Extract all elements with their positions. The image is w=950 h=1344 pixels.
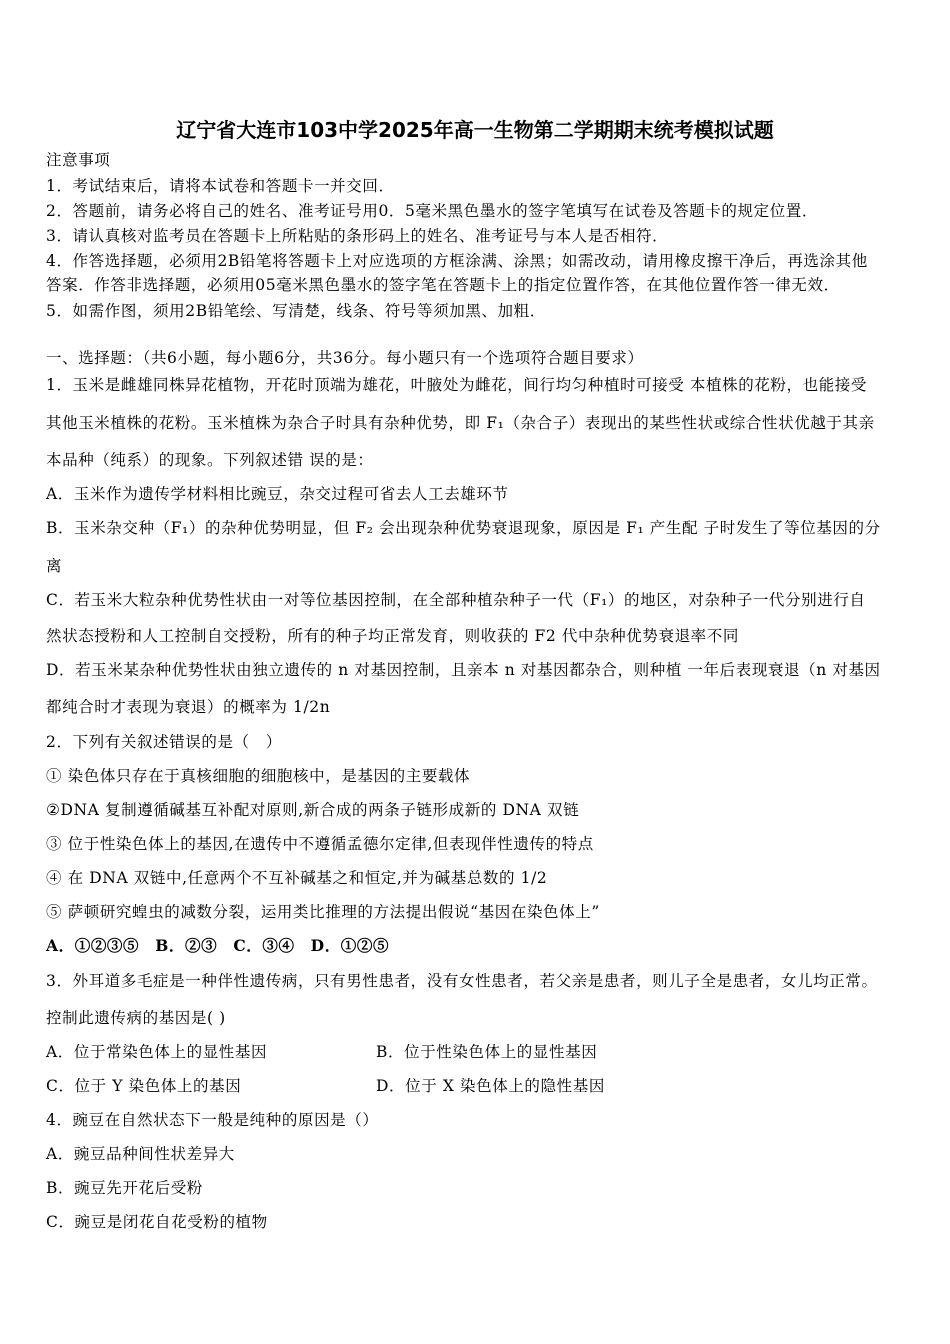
q2-item: ③ 位于性染色体上的基因,在遗传中不遵循孟德尔定律,但表现伴性遗传的特点 — [46, 835, 594, 853]
q2-item: ②DNA 复制遵循碱基互补配对原则,新合成的两条子链形成新的 DNA 双链 — [46, 801, 580, 819]
notice-item: 5．如需作图，须用2B铅笔绘、写清楚，线条、符号等须加黑、加粗． — [46, 302, 546, 320]
q4-option-b: B．豌豆先开花后受粉 — [46, 1179, 203, 1197]
q3-option-c: C．位于 Y 染色体上的基因 — [46, 1077, 242, 1095]
q1-stem: 其他玉米植株的花粉。玉米植株为杂合子时具有杂种优势，即 F₁（杂合子）表现出的某些性状或综合性状优越于其亲 — [46, 414, 875, 432]
q1-stem: 本品种（纯系）的现象。下列叙述错 误的是： — [46, 451, 374, 469]
section-heading: 一、选择题：（共6小题，每小题6分，共36分。每小题只有一个选项符合题目要求） — [46, 349, 644, 367]
q1-stem: 1．玉米是雌雄同株异花植物，开花时顶端为雄花，叶腋处为雌花，间行均匀种植时可接受 本植株的花粉，也能接受 — [46, 376, 867, 394]
q4-option-a: A．豌豆品种间性状差异大 — [46, 1145, 235, 1163]
q1-option-a: A．玉米作为遗传学材料相比豌豆，杂交过程可省去人工去雄环节 — [46, 485, 509, 503]
q2-item: ① 染色体只存在于真核细胞的细胞核中，是基因的主要载体 — [46, 767, 471, 785]
q1-option-b: B．玉米杂交种（F₁）的杂种优势明显，但 F₂ 会出现杂种优势衰退现象，原因是 F₁ 产生配 子时发生了等位基因的分 — [46, 519, 881, 537]
q3-option-d: D．位于 X 染色体上的隐性基因 — [376, 1077, 605, 1095]
q1-option-b: 离 — [46, 557, 63, 575]
q2-stem: 2．下列有关叙述错误的是（ ） — [46, 733, 282, 751]
q3-stem: 控制此遗传病的基因是( ) — [46, 1009, 226, 1027]
q1-option-d: 都纯合时才表现为衰退）的概率为 1/2n — [46, 698, 331, 716]
q4-option-c: C．豌豆是闭花自花受粉的植物 — [46, 1213, 268, 1231]
q3-stem: 3．外耳道多毛症是一种伴性遗传病，只有男性患者，没有女性患者，若父亲是患者，则儿子全是患者，女儿均正常。 — [46, 972, 878, 990]
notice-item: 3．请认真核对监考员在答题卡上所粘贴的条形码上的姓名、准考证号与本人是否相符． — [46, 227, 669, 245]
q2-item: ④ 在 DNA 双链中,任意两个不互补碱基之和恒定,并为碱基总数的 1/2 — [46, 869, 548, 887]
notice-item: 答案．作答非选择题，必须用05毫米黑色墨水的签字笔在答题卡上的指定位置作答，在其他位置作答一律无效． — [46, 276, 840, 294]
notice-heading: 注意事项 — [46, 151, 111, 169]
q3-option-a: A．位于常染色体上的显性基因 — [46, 1043, 268, 1061]
q2-options: A．①②③⑤ B．②③ C．③④ D．①②⑤ — [46, 936, 390, 955]
page-title: 辽宁省大连市103中学2025年高一生物第二学期期末统考模拟试题 — [176, 118, 774, 142]
notice-item: 1．考试结束后，请将本试卷和答题卡一并交回． — [46, 177, 395, 195]
q1-option-c: C．若玉米大粒杂种优势性状由一对等位基因控制，在全部种植杂种子一代（F₁）的地区，对杂种子一代分别进行自 — [46, 591, 866, 609]
notice-item: 2．答题前，请务必将自己的姓名、准考证号用0．5毫米黑色墨水的签字笔填写在试卷及答题卡的规定位置． — [46, 202, 818, 220]
q2-item: ⑤ 萨顿研究蝗虫的减数分裂，运用类比推理的方法提出假说“基因在染色体上” — [46, 903, 600, 921]
notice-item: 4．作答选择题，必须用2B铅笔将答题卡上对应选项的方框涂满、涂黑；如需改动，请用橡皮擦干净后，再选涂其他 — [46, 252, 868, 270]
q4-stem: 4．豌豆在自然状态下一般是纯种的原因是（） — [46, 1111, 379, 1129]
q3-option-b: B．位于性染色体上的显性基因 — [376, 1043, 598, 1061]
q1-option-d: D．若玉米某杂种优势性状由独立遗传的 n 对基因控制，且亲本 n 对基因都杂合，则种植 一年后表现衰退（n 对基因 — [46, 661, 881, 679]
q1-option-c: 然状态授粉和人工控制自交授粉，所有的种子均正常发育，则收获的 F2 代中杂种优势衰退率不同 — [46, 627, 739, 645]
